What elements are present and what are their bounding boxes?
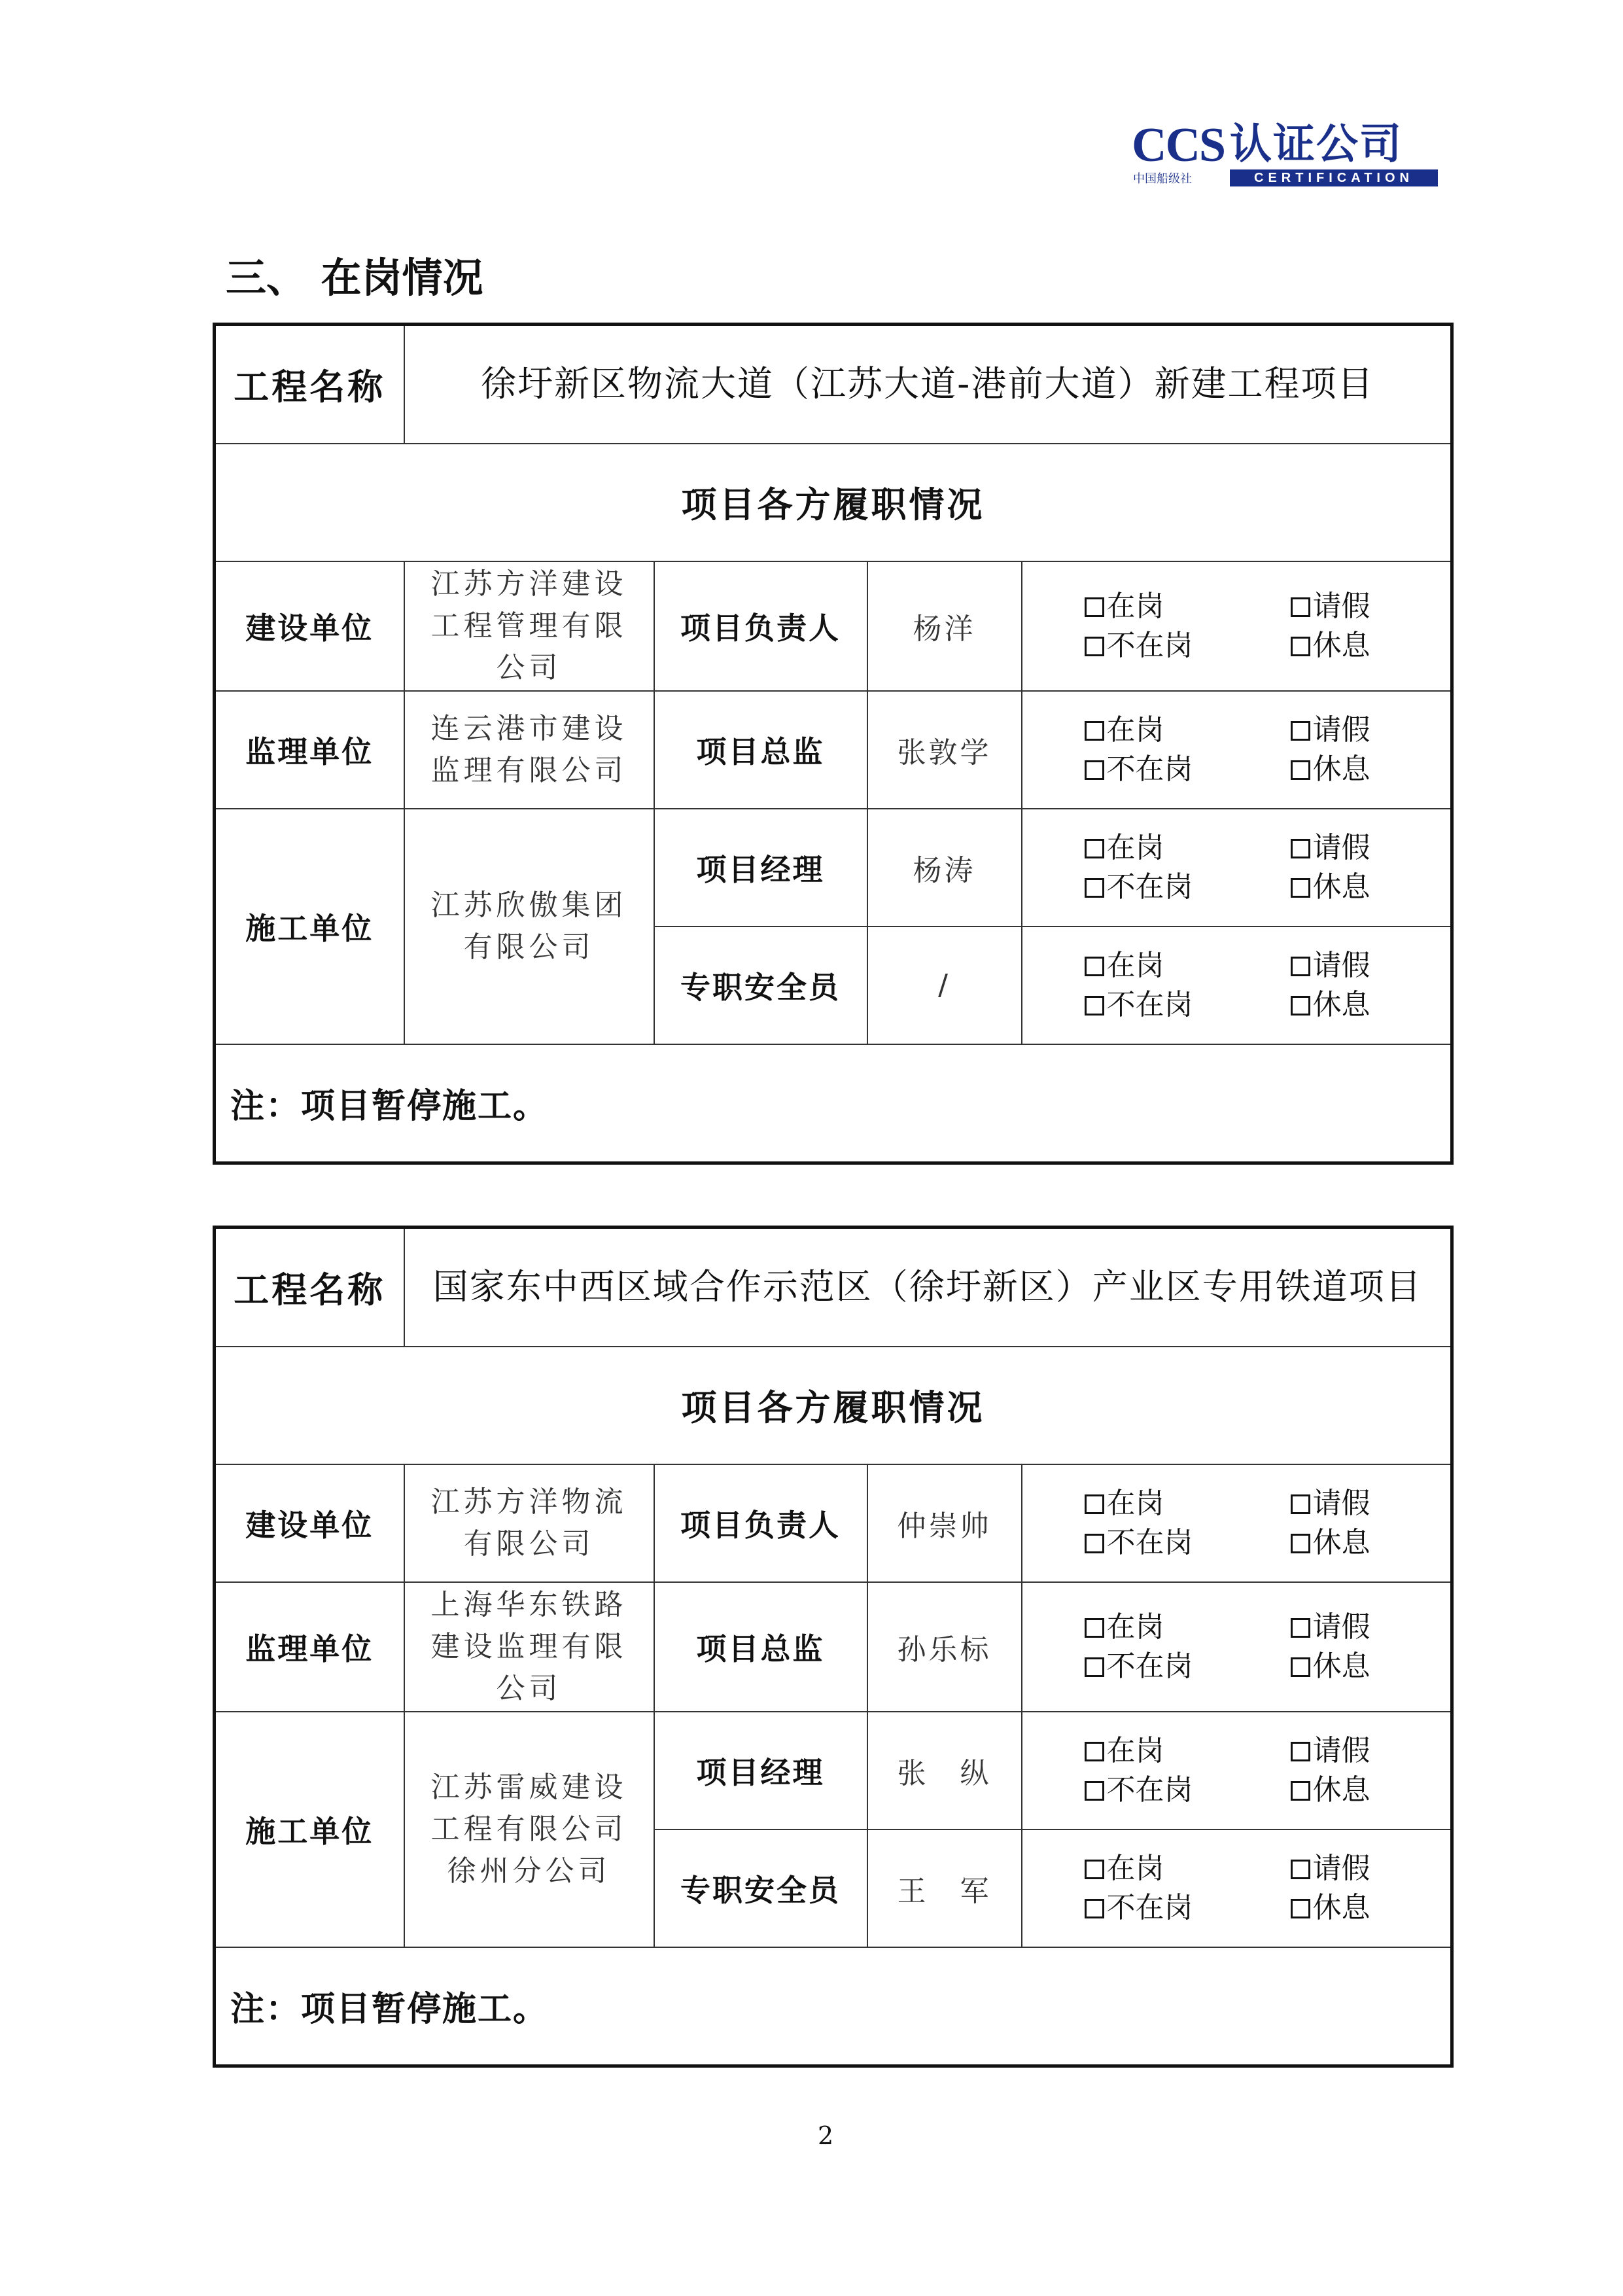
checkbox-icon[interactable]	[1085, 721, 1104, 741]
checkbox-icon[interactable]	[1291, 597, 1310, 617]
status-option[interactable]: 在岗	[1085, 832, 1164, 864]
checkbox-icon[interactable]	[1291, 721, 1310, 741]
page-number: 2	[818, 2121, 834, 2150]
status-option[interactable]: 休息	[1291, 629, 1370, 662]
checkbox-icon[interactable]	[1291, 637, 1310, 656]
checkbox-icon[interactable]	[1291, 1781, 1310, 1801]
person-name: 仲崇帅	[867, 1464, 1022, 1582]
person-name: 孙乐标	[867, 1582, 1022, 1712]
unit-name: 连云港市建设监理有限公司	[404, 691, 654, 809]
checkbox-icon[interactable]	[1085, 1860, 1104, 1879]
project-note: 注：项目暂停施工。	[215, 1947, 1452, 2066]
status-option[interactable]: 在岗	[1085, 949, 1164, 982]
performance-subtitle: 项目各方履职情况	[215, 1347, 1452, 1464]
person-role: 项目负责人	[654, 1464, 867, 1582]
checkbox-icon[interactable]	[1291, 1618, 1310, 1638]
project-note: 注：项目暂停施工。	[215, 1044, 1452, 1163]
checkbox-icon[interactable]	[1085, 878, 1104, 898]
unit-name: 江苏方洋建设工程管理有限公司	[404, 561, 654, 691]
status-option[interactable]: 请假	[1291, 590, 1370, 623]
checkbox-icon[interactable]	[1085, 637, 1104, 656]
status-option[interactable]: 休息	[1291, 989, 1370, 1021]
ccs-logo-cert: CERTIFICATION	[1230, 169, 1438, 186]
unit-name: 江苏雷威建设工程有限公司徐州分公司	[404, 1712, 654, 1947]
person-name: 王 军	[867, 1829, 1022, 1947]
ccs-logo-cn: 中国船级社	[1133, 172, 1192, 186]
status-cell	[1022, 1464, 1452, 1582]
checkbox-icon[interactable]	[1291, 996, 1310, 1016]
unit-name: 上海华东铁路建设监理有限公司	[404, 1582, 654, 1712]
person-role: 项目总监	[654, 1582, 867, 1712]
status-option[interactable]: 在岗	[1085, 1735, 1164, 1767]
status-option[interactable]: 不在岗	[1085, 1774, 1193, 1807]
person-name: /	[867, 927, 1022, 1044]
status-option[interactable]: 请假	[1291, 714, 1370, 747]
status-option[interactable]: 在岗	[1085, 1611, 1164, 1644]
status-cell	[1022, 809, 1452, 927]
unit-name: 江苏欣傲集团有限公司	[404, 809, 654, 1044]
status-option[interactable]: 休息	[1291, 1892, 1370, 1924]
checkbox-icon[interactable]	[1291, 1899, 1310, 1918]
unit-type: 施工单位	[215, 809, 404, 1044]
status-option[interactable]: 不在岗	[1085, 989, 1193, 1021]
unit-type: 建设单位	[215, 561, 404, 691]
status-option[interactable]: 请假	[1291, 1852, 1370, 1885]
status-option[interactable]: 不在岗	[1085, 1527, 1193, 1559]
status-option[interactable]: 不在岗	[1085, 629, 1193, 662]
checkbox-icon[interactable]	[1085, 1781, 1104, 1801]
status-option[interactable]: 在岗	[1085, 590, 1164, 623]
status-option[interactable]: 不在岗	[1085, 871, 1193, 904]
project-name-label: 工程名称	[215, 1227, 404, 1347]
person-role: 项目负责人	[654, 561, 867, 691]
checkbox-icon[interactable]	[1085, 1657, 1104, 1677]
status-option[interactable]: 在岗	[1085, 1487, 1164, 1520]
unit-type: 监理单位	[215, 1582, 404, 1712]
checkbox-icon[interactable]	[1085, 1494, 1104, 1514]
person-role: 专职安全员	[654, 927, 867, 1044]
person-role: 项目总监	[654, 691, 867, 809]
status-cell	[1022, 927, 1452, 1044]
person-name: 杨洋	[867, 561, 1022, 691]
checkbox-icon[interactable]	[1085, 760, 1104, 780]
status-option[interactable]: 不在岗	[1085, 753, 1193, 786]
unit-type: 建设单位	[215, 1464, 404, 1582]
performance-subtitle: 项目各方履职情况	[215, 444, 1452, 561]
person-name: 张 纵	[867, 1712, 1022, 1829]
status-cell	[1022, 1712, 1452, 1829]
status-option[interactable]: 不在岗	[1085, 1650, 1193, 1683]
checkbox-icon[interactable]	[1291, 1534, 1310, 1553]
status-option[interactable]: 不在岗	[1085, 1892, 1193, 1924]
ccs-logo-name: 认证公司	[1230, 120, 1403, 169]
checkbox-icon[interactable]	[1085, 597, 1104, 617]
project-name-label: 工程名称	[215, 325, 404, 444]
status-option[interactable]: 请假	[1291, 832, 1370, 864]
checkbox-icon[interactable]	[1291, 760, 1310, 780]
status-option[interactable]: 在岗	[1085, 714, 1164, 747]
checkbox-icon[interactable]	[1291, 878, 1310, 898]
status-option[interactable]: 请假	[1291, 1735, 1370, 1767]
project-table-1	[213, 323, 1454, 1165]
ccs-logo-mark: CCS	[1132, 118, 1225, 172]
section-title: 三、 在岗情况	[226, 254, 483, 302]
status-option[interactable]: 休息	[1291, 753, 1370, 786]
checkbox-icon[interactable]	[1291, 1494, 1310, 1514]
status-option[interactable]: 休息	[1291, 1774, 1370, 1807]
status-option[interactable]: 在岗	[1085, 1852, 1164, 1885]
person-name: 杨涛	[867, 809, 1022, 927]
person-name: 张敦学	[867, 691, 1022, 809]
status-cell	[1022, 1582, 1452, 1712]
checkbox-icon[interactable]	[1085, 839, 1104, 858]
status-option[interactable]: 休息	[1291, 871, 1370, 904]
status-option[interactable]: 请假	[1291, 949, 1370, 982]
ccs-logo	[1132, 118, 1439, 186]
person-role: 项目经理	[654, 1712, 867, 1829]
checkbox-icon[interactable]	[1085, 1618, 1104, 1638]
checkbox-icon[interactable]	[1085, 1534, 1104, 1553]
status-cell	[1022, 691, 1452, 809]
status-option[interactable]: 请假	[1291, 1487, 1370, 1520]
project-name: 国家东中西区域合作示范区（徐圩新区）产业区专用铁道项目	[404, 1227, 1452, 1347]
checkbox-icon[interactable]	[1085, 957, 1104, 976]
unit-type: 施工单位	[215, 1712, 404, 1947]
status-option[interactable]: 请假	[1291, 1611, 1370, 1644]
checkbox-icon[interactable]	[1291, 1657, 1310, 1677]
person-role: 专职安全员	[654, 1829, 867, 1947]
project-name: 徐圩新区物流大道（江苏大道-港前大道）新建工程项目	[404, 325, 1452, 444]
checkbox-icon[interactable]	[1085, 996, 1104, 1016]
status-cell	[1022, 561, 1452, 691]
checkbox-icon[interactable]	[1291, 839, 1310, 858]
checkbox-icon[interactable]	[1291, 1742, 1310, 1761]
checkbox-icon[interactable]	[1291, 1860, 1310, 1879]
checkbox-icon[interactable]	[1291, 957, 1310, 976]
status-option[interactable]: 休息	[1291, 1527, 1370, 1559]
project-table-2	[213, 1226, 1454, 2068]
unit-name: 江苏方洋物流有限公司	[404, 1464, 654, 1582]
checkbox-icon[interactable]	[1085, 1742, 1104, 1761]
person-role: 项目经理	[654, 809, 867, 927]
status-cell	[1022, 1829, 1452, 1947]
status-option[interactable]: 休息	[1291, 1650, 1370, 1683]
checkbox-icon[interactable]	[1085, 1899, 1104, 1918]
unit-type: 监理单位	[215, 691, 404, 809]
